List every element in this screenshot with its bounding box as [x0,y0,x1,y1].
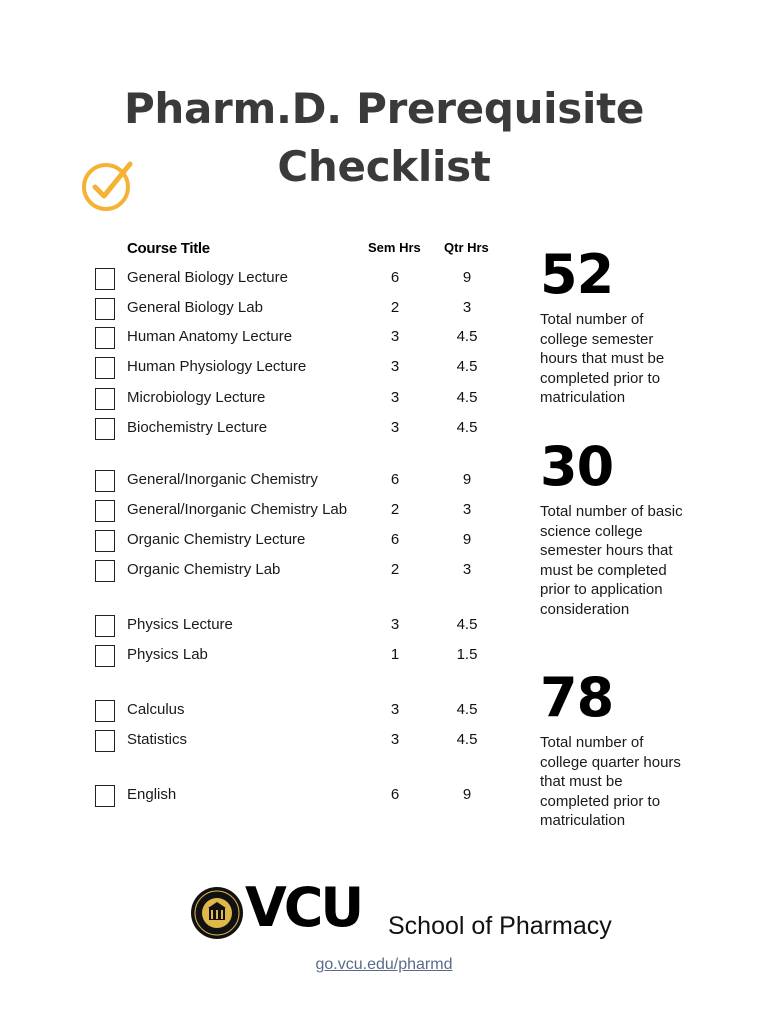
sem-hours: 2 [390,299,400,316]
course-row [0,325,520,351]
course-checkbox[interactable] [95,388,115,410]
stat-block-basic-science-hours [540,435,740,619]
course-row [0,643,520,669]
course-checkbox[interactable] [95,418,115,440]
course-row [0,386,520,412]
course-name: Organic Chemistry Lecture [127,531,306,548]
course-checkbox[interactable] [95,645,115,667]
school-name: School of Pharmacy [388,912,612,940]
course-checkbox[interactable] [95,470,115,492]
course-row [0,698,520,724]
course-row [0,296,520,322]
checkmark-circle-icon [80,158,136,214]
course-name: Organic Chemistry Lab [127,561,281,578]
qtr-hours: 3 [462,299,472,316]
course-name: General/Inorganic Chemistry [127,471,318,488]
stat-description: Total number of basic science college semester hours that must be completed prior to application consideration [540,503,683,618]
qtr-hours: 9 [462,531,472,548]
sem-hours: 6 [390,269,400,286]
course-name: General/Inorganic Chemistry Lab [127,501,348,518]
qtr-hours: 4.5 [456,731,478,748]
course-name: General Biology Lab [127,299,263,316]
course-checkbox[interactable] [95,560,115,582]
course-row [0,613,520,639]
vcu-school-of-pharmacy-logo [190,876,612,944]
qtr-hours: 9 [462,471,472,488]
qtr-hours: 9 [462,786,472,803]
course-row [0,498,520,524]
course-name: Statistics [127,731,188,748]
title-line-2: Checklist [277,142,491,191]
stat-description: Total number of college semester hours that must be completed prior to matriculation [540,311,665,406]
course-checkbox[interactable] [95,530,115,552]
qtr-hours: 3 [462,561,472,578]
course-name: Biochemistry Lecture [127,419,268,436]
qtr-hours: 4.5 [456,358,478,375]
stat-block-quarter-hours [540,666,740,831]
course-checkbox[interactable] [95,357,115,379]
stat-number: 52 [540,243,614,306]
course-name: Physics Lab [127,646,208,663]
course-name: Physics Lecture [127,616,233,633]
stat-number: 30 [540,435,614,498]
course-row [0,783,520,809]
sem-hours: 3 [390,616,400,633]
university-seal-icon [190,886,244,940]
course-checkbox[interactable] [95,785,115,807]
title-line-1: Pharm.D. Prerequisite [123,84,645,133]
course-row [0,558,520,584]
sem-hours: 6 [390,471,400,488]
column-header-course: Course Title [127,240,210,257]
qtr-hours: 4.5 [456,616,478,633]
course-row [0,528,520,554]
sem-hours: 6 [390,786,400,803]
course-checkbox[interactable] [95,500,115,522]
course-row [0,266,520,292]
sem-hours: 1 [390,646,400,663]
qtr-hours: 4.5 [456,701,478,718]
sem-hours: 3 [390,389,400,406]
qtr-hours: 9 [462,269,472,286]
stat-number: 78 [540,666,614,729]
course-name: Microbiology Lecture [127,389,266,406]
column-header-sem: Sem Hrs [368,240,421,255]
sem-hours: 3 [390,701,400,718]
course-checkbox[interactable] [95,298,115,320]
sem-hours: 3 [390,358,400,375]
qtr-hours: 3 [462,501,472,518]
sem-hours: 3 [390,419,400,436]
sem-hours: 6 [390,531,400,548]
course-name: Calculus [127,701,185,718]
course-checkbox[interactable] [95,327,115,349]
qtr-hours: 4.5 [456,328,478,345]
column-header-qtr: Qtr Hrs [444,240,489,255]
stat-block-semester-hours [540,243,740,408]
course-checkbox[interactable] [95,700,115,722]
sem-hours: 3 [390,328,400,345]
course-row [0,468,520,494]
vcu-wordmark: VCU [245,876,362,939]
sem-hours: 2 [390,561,400,578]
qtr-hours: 4.5 [456,419,478,436]
stat-description: Total number of college quarter hours that must be completed prior to matriculation [540,734,681,829]
course-checkbox[interactable] [95,615,115,637]
course-name: English [127,786,177,803]
course-row [0,416,520,442]
qtr-hours: 1.5 [456,646,478,663]
qtr-hours: 4.5 [456,389,478,406]
course-checkbox[interactable] [95,268,115,290]
sem-hours: 3 [390,731,400,748]
course-name: Human Physiology Lecture [127,358,307,375]
course-name: General Biology Lecture [127,269,288,286]
course-row [0,728,520,754]
course-name: Human Anatomy Lecture [127,328,293,345]
website-link[interactable]: go.vcu.edu/pharmd [315,956,453,973]
course-checkbox[interactable] [95,730,115,752]
course-row [0,355,520,381]
sem-hours: 2 [390,501,400,518]
